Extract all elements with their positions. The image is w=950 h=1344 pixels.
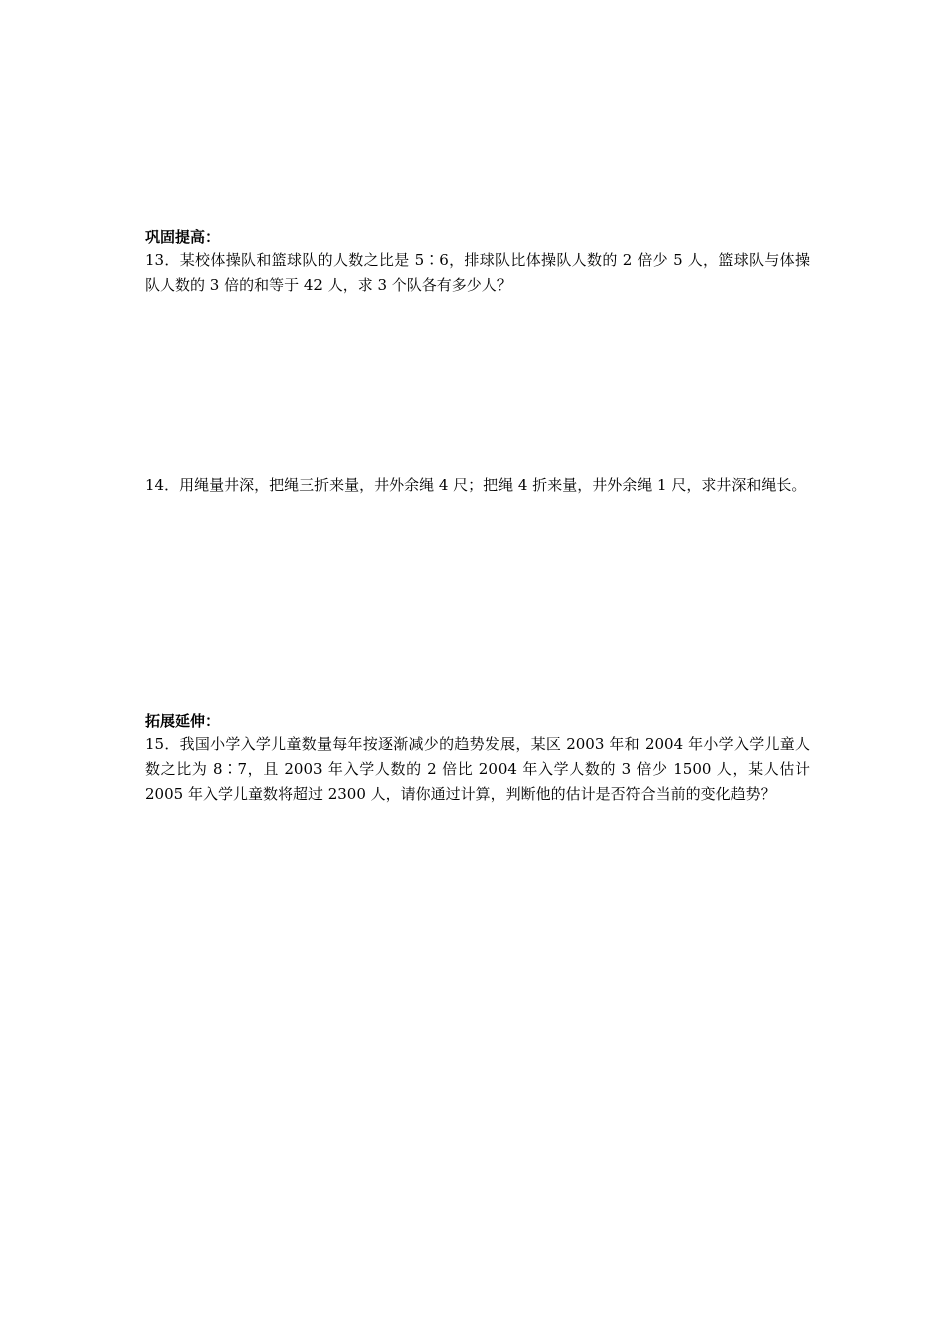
problem-14: 14．用绳量井深，把绳三折来量，井外余绳 4 尺；把绳 4 折来量，井外余绳 1 尺，求井深和绳长。 [145,476,807,494]
problem-13: 13．某校体操队和篮球队的人数之比是 5∶6，排球队比体操队人数的 2 倍少 5 人，篮球队与体操队人数的 3 倍的和等于 42 人，求 3 个队各有多少人？ [145,251,810,294]
section-heading: 巩固提高： [145,228,221,246]
section-consolidation [145,226,810,298]
section-heading: 拓展延伸： [145,712,221,730]
section-extension [145,710,810,807]
problem-15: 15．我国小学入学儿童数量每年按逐渐减少的趋势发展，某区 2003 年和 2004 年小学入学儿童人数之比为 8∶7，且 2003 年入学人数的 2 倍比 2004 年入学人数的 3 倍少 1500 人，某人估计 2005 年入学儿童数将超过 2300 人，请你通过计算，判断他的估计是否符合当前的变化趋势？ [145,735,810,803]
section-problem-14 [145,473,810,498]
